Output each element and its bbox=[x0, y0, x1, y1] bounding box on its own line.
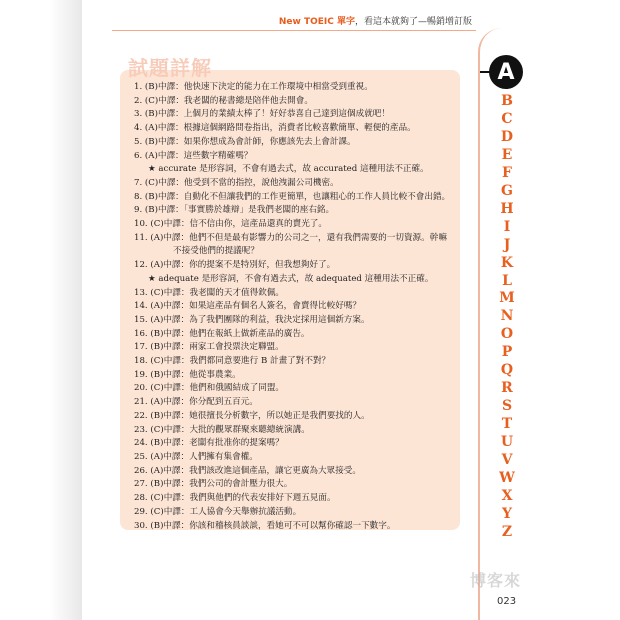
answer-translation: 中譯：你分配到五百元。 bbox=[163, 397, 258, 408]
answer-number: 8. (B) bbox=[134, 191, 158, 202]
answer-item bbox=[134, 287, 464, 301]
header-brand: New TOEIC 單字 bbox=[278, 17, 355, 27]
answer-number: 29. (C) bbox=[134, 506, 164, 517]
index-letter-j[interactable]: J bbox=[503, 236, 511, 253]
answer-item bbox=[134, 232, 464, 246]
answer-translation: 中譯：大批的觀眾群聚來聽總統演講。 bbox=[163, 424, 310, 435]
answer-item bbox=[134, 424, 464, 438]
answer-number: 22. (B) bbox=[134, 410, 164, 421]
answer-translation: 中譯：他從事農業。 bbox=[163, 369, 241, 380]
index-letter-w[interactable]: W bbox=[499, 470, 515, 487]
answer-translation: 中譯：他們在報紙上做新產品的廣告。 bbox=[163, 328, 310, 339]
answer-number: 16. (B) bbox=[134, 328, 164, 339]
answer-number: 3. (B) bbox=[134, 109, 158, 120]
answer-number: 26. (A) bbox=[134, 465, 164, 476]
answer-item bbox=[134, 314, 464, 328]
answer-translation: 中譯：你的提案不是特別好，但我想夠好了。 bbox=[163, 260, 336, 271]
answer-continuation: 不接受他們的提議呢？ bbox=[173, 246, 259, 257]
answer-item bbox=[134, 136, 464, 150]
answer-translation: 中譯：根據這個網路問卷指出，消費者比較喜歡簡單、輕便的產品。 bbox=[157, 123, 416, 134]
answer-item bbox=[134, 465, 464, 479]
answer-note: ★ adequate 是形容詞，不會有過去式，故 adequated 這種用法不正確。 bbox=[148, 273, 434, 284]
answer-number: 2. (C) bbox=[134, 95, 159, 106]
index-letter-f[interactable]: F bbox=[502, 164, 512, 181]
answer-translation: 中譯：他們不但是最有影響力的公司之一，還有我們需要的一切資源。幹嘛 bbox=[163, 232, 447, 243]
answer-number: 24. (B) bbox=[134, 438, 164, 449]
index-letter-h[interactable]: H bbox=[500, 200, 514, 217]
answer-translation: 中譯：我們公司的會計壓力很大。 bbox=[163, 479, 293, 490]
index-letter-q[interactable]: Q bbox=[500, 362, 514, 379]
answer-number: 28. (C) bbox=[134, 493, 164, 504]
answer-translation: 中譯：人們擁有集會權。 bbox=[163, 451, 258, 462]
answer-item bbox=[134, 382, 464, 396]
answer-number: 11. (A) bbox=[134, 232, 164, 243]
answer-number: 27. (B) bbox=[134, 479, 164, 490]
answer-number: 23. (C) bbox=[134, 424, 164, 435]
answer-translation: 中譯：老闆有批准你的提案嗎？ bbox=[163, 438, 284, 449]
index-letter-u[interactable]: U bbox=[500, 434, 514, 451]
index-letter-t[interactable]: T bbox=[501, 416, 513, 433]
index-letter-k[interactable]: K bbox=[500, 254, 514, 271]
answer-number: 15. (A) bbox=[134, 314, 164, 325]
index-letter-x[interactable]: X bbox=[501, 487, 513, 504]
answer-translation: 中譯：兩家工會投票決定聯盟。 bbox=[163, 342, 284, 353]
answer-item bbox=[134, 177, 464, 191]
book-gutter bbox=[0, 0, 82, 620]
watermark-logo: 博客來 bbox=[470, 571, 522, 590]
answer-item bbox=[134, 478, 464, 492]
index-letter-o[interactable]: O bbox=[500, 326, 514, 343]
index-letter-b[interactable]: B bbox=[501, 93, 513, 109]
answer-number: 10. (C) bbox=[134, 219, 164, 230]
answer-number: 19. (B) bbox=[134, 369, 164, 380]
answer-translation: 中譯：信不信由你，這產品還真的賣光了。 bbox=[163, 219, 327, 230]
answer-translation: 中譯：我們該改進這個產品，讓它更廣為大眾接受。 bbox=[163, 465, 361, 476]
answer-number: 18. (C) bbox=[134, 356, 164, 367]
answer-number: 9. (B) bbox=[134, 205, 158, 216]
answer-number: 13. (C) bbox=[134, 287, 164, 298]
answer-item bbox=[134, 95, 464, 109]
answer-item bbox=[134, 506, 464, 520]
answer-number: 30. (B) bbox=[134, 520, 164, 531]
answer-number: 17. (B) bbox=[134, 342, 164, 353]
current-letter-badge: A bbox=[489, 55, 523, 89]
answer-item bbox=[134, 410, 464, 424]
answer-item bbox=[134, 369, 464, 383]
answer-translation: 中譯：「事實勝於雄辯」是我們老闆的座右銘。 bbox=[157, 205, 335, 216]
index-letter-c[interactable]: C bbox=[501, 110, 513, 127]
section-title: 試題詳解 bbox=[128, 56, 212, 80]
answer-number: 14. (A) bbox=[134, 301, 164, 312]
answer-item bbox=[134, 492, 464, 506]
index-letter-r[interactable]: R bbox=[501, 380, 513, 397]
alphabet-index bbox=[497, 93, 517, 542]
answer-number: 20. (C) bbox=[134, 383, 164, 394]
index-letter-e[interactable]: E bbox=[501, 146, 513, 163]
index-letter-v[interactable]: V bbox=[501, 452, 513, 469]
answer-item bbox=[134, 259, 464, 273]
answer-item bbox=[134, 218, 464, 232]
index-letter-g[interactable]: G bbox=[501, 182, 513, 199]
answer-item bbox=[134, 81, 464, 95]
index-letter-d[interactable]: D bbox=[500, 128, 514, 145]
answer-translation: 中譯：這些數字精確嗎？ bbox=[157, 150, 253, 161]
answer-item bbox=[134, 122, 464, 136]
index-letter-n[interactable]: N bbox=[500, 308, 514, 325]
answer-number: 5. (B) bbox=[134, 136, 158, 147]
index-letter-y[interactable]: Y bbox=[502, 505, 512, 522]
page-number: 023 bbox=[497, 596, 517, 607]
answer-translation: 中譯：我們與他們的代表安排好下週五見面。 bbox=[163, 493, 336, 504]
answer-translation: 中譯：我們都同意要進行 B 計畫了對不對？ bbox=[163, 356, 331, 367]
answer-translation: 中譯：自動化不但讓我們的工作更簡單，也讓粗心的工作人員比較不會出錯。 bbox=[157, 191, 451, 202]
answer-number: 7. (C) bbox=[134, 177, 159, 188]
answer-note: ★ accurate 是形容詞，不會有過去式，故 accurated 這種用法不正確。 bbox=[148, 164, 429, 175]
index-letter-s[interactable]: S bbox=[501, 398, 513, 415]
index-letter-m[interactable]: M bbox=[499, 290, 515, 307]
index-letter-z[interactable]: Z bbox=[501, 523, 513, 540]
running-header bbox=[279, 14, 472, 27]
answer-item bbox=[134, 396, 464, 410]
header-tagline: ，看這本就夠了—暢銷增訂版 bbox=[354, 17, 472, 27]
answer-translation: 中譯：如果你想成為會計師，你應該先去上會計課。 bbox=[157, 136, 356, 147]
answer-item bbox=[134, 204, 464, 218]
answer-translation: 中譯：他受到不當的指控，說他洩漏公司機密。 bbox=[158, 177, 339, 188]
answer-translation: 中譯：我老闆的秘書總是陪伴他去開會。 bbox=[158, 95, 313, 106]
index-letter-p[interactable]: P bbox=[501, 344, 513, 361]
answer-item bbox=[134, 341, 464, 355]
answer-item bbox=[134, 300, 464, 314]
answer-item bbox=[134, 520, 464, 534]
answer-item bbox=[134, 451, 464, 465]
answer-translation: 中譯：你該和稽核員談談，看她可不可以幫你確認一下數字。 bbox=[163, 520, 396, 531]
answer-translation: 中譯：她很擅長分析數字，所以她正是我們要找的人。 bbox=[163, 410, 370, 421]
answer-item bbox=[134, 191, 464, 205]
answer-item bbox=[134, 108, 464, 122]
answer-translation: 中譯：我老闆的天才值得欽佩。 bbox=[163, 287, 285, 298]
answer-number: 1. (B) bbox=[134, 82, 158, 92]
index-letter-l[interactable]: L bbox=[502, 272, 512, 289]
answer-item bbox=[134, 150, 464, 164]
answer-translation: 中譯：他們和俄國結成了同盟。 bbox=[163, 383, 285, 394]
index-letter-i[interactable]: I bbox=[503, 218, 511, 235]
answer-item bbox=[134, 355, 464, 369]
answer-translation: 中譯：他快速下決定的能力在工作環境中相當受到重視。 bbox=[157, 82, 373, 92]
answer-translation: 中譯：工人協會今天舉辦抗議活動。 bbox=[163, 506, 302, 517]
answer-number: 25. (A) bbox=[134, 451, 164, 462]
answer-number: 6. (A) bbox=[134, 150, 158, 161]
answer-translation: 中譯：為了我們團隊的利益，我決定採用這個新方案。 bbox=[163, 314, 370, 325]
answer-list bbox=[134, 81, 464, 533]
answer-translation: 中譯：如果這產品有個名人簽名，會賣得比較好嗎？ bbox=[163, 301, 361, 312]
answer-item bbox=[134, 328, 464, 342]
answer-number: 21. (A) bbox=[134, 397, 164, 408]
header-rule bbox=[112, 30, 476, 31]
answer-item bbox=[134, 437, 464, 451]
answer-translation: 中譯：上個月的業績太棒了！好好恭喜自己達到這個成就吧！ bbox=[157, 109, 390, 120]
answer-number: 4. (A) bbox=[134, 123, 158, 134]
answer-number: 12. (A) bbox=[134, 260, 164, 271]
